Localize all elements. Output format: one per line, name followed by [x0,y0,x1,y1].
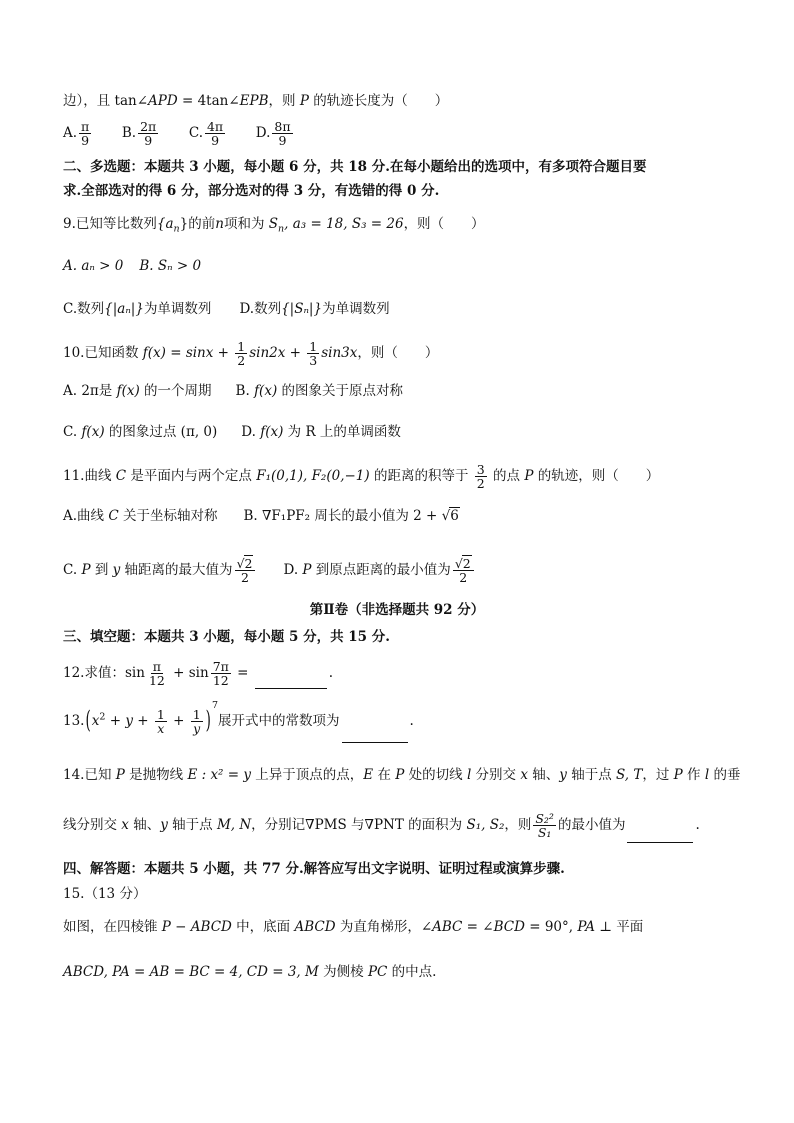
q10-options-ab [63,381,403,401]
q13-answer-blank [342,700,408,743]
q8-option-b: B. $\frac{2\pi}{9}$ [121,118,157,148]
q9-stem [63,214,485,234]
q12-answer-blank [255,658,327,689]
q10-function: f(x) [142,345,166,361]
q12-period: . [328,665,334,681]
q10-option-b: B. f(x) 的图象关于原点对称 [235,383,404,399]
q13-fraction-y: $\frac{1}{y}$ [192,706,201,736]
part2-title: 第Ⅱ卷（非选择题共 92 分） [309,602,485,618]
q12-plus-sin: + sin [168,665,209,681]
q9-sub: n [278,223,285,235]
q14-stem-line2: 线分别交 x 轴、y 轴于点 M, N，分别记∇PMS 与∇PNT 的面积为 S₁, S₂，则 $\frac{\text{S₂²}}{\text{S₁}}$ 的最小值为 . [63,808,700,843]
q12-fraction-2: $\frac{7\pi}{12}$ [212,658,229,688]
q12-sin: sin [124,665,145,681]
q14-fraction: $\frac{\text{S₂²}}{\text{S₁}}$ [535,810,554,840]
q10-fraction-half: $\frac{1}{2}$ [237,338,246,368]
q9-sn: S [268,216,278,232]
q11-option-a: A.曲线 C 关于坐标轴对称 [63,508,218,524]
q11-options-cd [63,550,476,590]
section4-heading: 四、解答题：本题共 5 小题，共 77 分.解答应写出文字说明、证明过程或演算步骤. [63,861,565,877]
q10-options-cd [63,422,401,442]
q11-options-ab [63,506,460,526]
q12-fraction-1: $\frac{\pi}{12}$ [148,658,165,688]
q10-stem [63,338,438,368]
q13-plus: + [168,713,189,729]
q12-text: 12.求值： [63,665,125,681]
q10-option-a: A. 2π是 f(x) 的一个周期 [63,383,212,399]
q8-text: ，则 [268,93,300,109]
q12-equals: = [232,665,253,681]
q9-options-cd [63,299,390,319]
q11-text: 的距离的积等于 [369,468,473,484]
q9-n: n [215,216,224,232]
q11-points: F₁(0,1), F₂(0,−1) [256,468,370,484]
q8-angle-apd: APD [148,93,178,109]
q11-text: 的轨迹，则（ ） [533,468,660,484]
q11-option-c: C. P 到 y 轴距离的最大值为 $\frac{√2}{2}$ [63,562,257,578]
q9-sequence: {a [156,216,174,232]
q8-options [63,116,295,150]
q9-condition: , a₃ = 18, S₃ = 26 [284,216,404,232]
q10-expr: sin3x [321,345,358,361]
q11-text: 的点 [488,468,525,484]
q13-text: 展开式中的常数项为 [218,713,340,729]
q9-option-d: D.数列{|Sₙ|}为单调数列 [239,301,390,317]
q14-stem-line1: 14.已知 P 是抛物线 E : x² = y 上异于顶点的点，E 在 P 处的切线 l 分别交 x 轴、y 轴于点 S, T，过 P 作 l 的垂 [63,767,741,783]
q8-point-p: P [299,93,309,109]
q11-text: 是平面内与两个定点 [126,468,257,484]
q8-option-c: C. $\frac{4\pi}{9}$ [188,118,224,148]
q11-fraction: $\frac{3}{2}$ [476,461,485,491]
q9-option-c: C.数列{|aₙ|}为单调数列 [63,301,212,317]
q15-stem-line2: ABCD, PA = AB = BC = 4, CD = 3, M 为侧棱 PC 的中点. [63,964,437,980]
section3-heading: 三、填空题：本题共 3 小题，每小题 5 分，共 15 分. [63,629,390,645]
q9-sub: n [173,223,180,235]
q8-text: = 4tan∠ [177,93,240,109]
q8-angle-epb: EPB [239,93,269,109]
q13-period: . [409,713,414,729]
q8-option-a: A. $\frac{\pi}{9}$ [63,118,90,148]
q10-expr: = sinx + [165,345,234,361]
q13-number: 13. [63,713,85,729]
q12-stem [63,658,333,689]
q8-option-d: D. $\frac{8\pi}{9}$ [255,118,291,148]
q10-fraction-third: $\frac{1}{3}$ [309,338,318,368]
q13-power: 7 [211,699,218,711]
q11-stem [63,461,659,491]
q9-text: ，则（ ） [403,216,485,232]
q9-option-a: A. aₙ > 0 [63,258,124,274]
q14-parabola: E : x² = y [187,767,251,783]
q10-expr: sin2x + [249,345,306,361]
q15-stem-line1: 如图，在四棱锥 P − ABCD 中，底面 ABCD 为直角梯形，∠ABC = ∠BCD = 90°, PA ⊥ 平面 [63,919,644,935]
q9-text: 9.已知等比数列 [63,216,157,232]
q11-text: 11.曲线 [63,468,116,484]
q10-text: 10.已知函数 [63,345,143,361]
q9-text: 的前 [188,216,216,232]
q13-paren-open: ( [85,706,91,736]
q9-options-ab [63,256,201,276]
q11-curve: C [115,468,127,484]
q9-brace: } [179,216,189,232]
q8-text: 边），且 tan∠ [63,93,149,109]
section2-heading-line1: 二、多选题：本题共 3 小题，每小题 6 分，共 18 分.在每小题给出的选项中，有多项符合题目要 [63,159,647,175]
q13-expr: x [91,713,100,729]
q11-option-b: B. ∇F₁PF₂ 周长的最小值为 2 + √6 [243,508,459,524]
q14-answer-blank [627,808,693,843]
q13-paren-close: ) [205,706,211,736]
q11-point-p: P [524,468,534,484]
q13-exp: 2 [99,711,106,723]
q9-option-b: B. Sₙ > 0 [139,258,202,274]
q13-expr: + y + [105,713,153,729]
q15-heading: 15.（13 分） [63,886,147,902]
q10-text: ，则（ ） [357,345,439,361]
q9-text: 项和为 [223,216,269,232]
q8-stem-tail [63,91,448,111]
q13-stem [63,700,414,743]
q13-fraction-x: $\frac{1}{x}$ [156,706,165,736]
q11-option-d: D. P 到原点距离的最小值为 $\frac{√2}{2}$ [283,562,475,578]
section2-heading-line2: 求.全部选对的得 6 分，部分选对的得 3 分，有选错的得 0 分. [63,183,440,199]
q8-text: 的轨迹长度为（ ） [308,93,449,109]
q10-option-d: D. f(x) 为 R 上的单调函数 [241,424,401,440]
q10-option-c: C. f(x) 的图象过点 (π, 0) [63,424,218,440]
